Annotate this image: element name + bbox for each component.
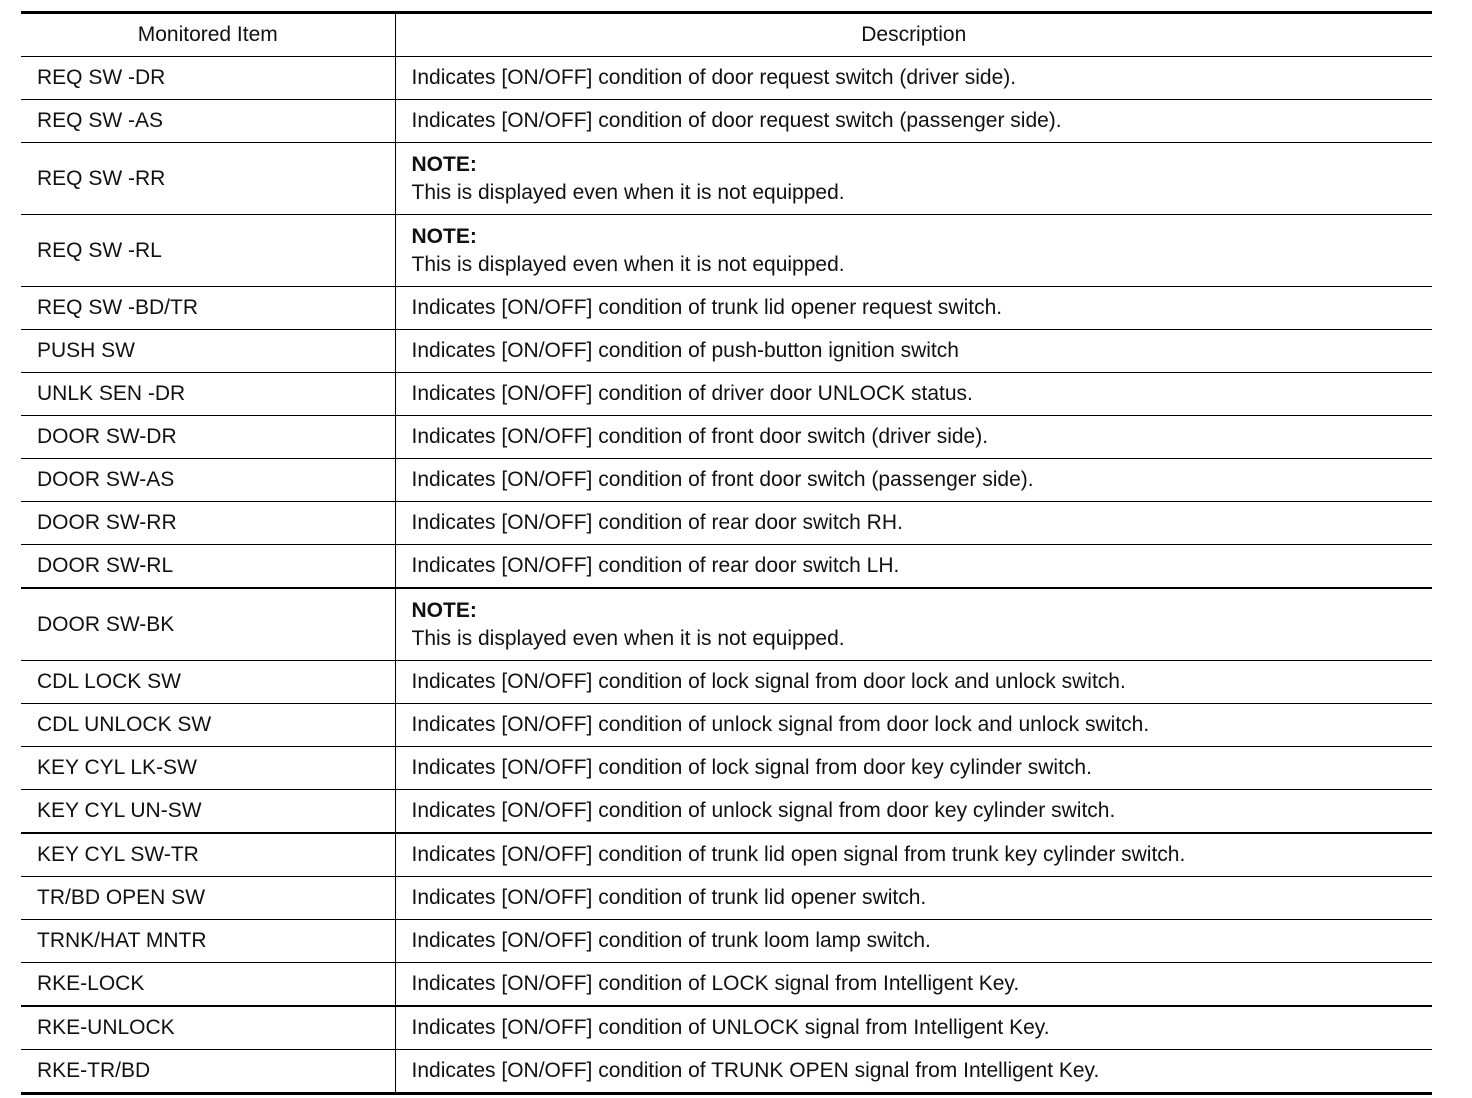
table-row xyxy=(21,790,1432,834)
table-row xyxy=(21,1050,1432,1094)
table-row xyxy=(21,661,1432,704)
table-row xyxy=(21,215,1432,287)
monitored-item-cell: REQ SW -AS xyxy=(21,100,395,143)
monitored-item-cell: KEY CYL UN-SW xyxy=(21,790,395,834)
description-cell: Indicates [ON/OFF] condition of front door switch (driver side). xyxy=(395,416,1432,459)
table-row xyxy=(21,833,1432,877)
monitored-item-cell: CDL UNLOCK SW xyxy=(21,704,395,747)
monitored-item-cell: REQ SW -RR xyxy=(21,143,395,215)
description-cell: Indicates [ON/OFF] condition of lock signal from door lock and unlock switch. xyxy=(395,661,1432,704)
table-row xyxy=(21,877,1432,920)
monitored-item-cell: CDL LOCK SW xyxy=(21,661,395,704)
monitored-item-cell: REQ SW -RL xyxy=(21,215,395,287)
monitored-item-cell: DOOR SW-BK xyxy=(21,588,395,661)
note-label: NOTE: xyxy=(411,598,477,622)
table-row xyxy=(21,287,1432,330)
monitored-item-cell: PUSH SW xyxy=(21,330,395,373)
table-row xyxy=(21,588,1432,661)
monitored-items-table xyxy=(21,11,1432,1095)
description-cell: Indicates [ON/OFF] condition of door request switch (driver side). xyxy=(395,57,1432,100)
description-cell: Indicates [ON/OFF] condition of UNLOCK signal from Intelligent Key. xyxy=(395,1006,1432,1050)
table-row xyxy=(21,373,1432,416)
description-cell: Indicates [ON/OFF] condition of front door switch (passenger side). xyxy=(395,459,1432,502)
note-text: This is displayed even when it is not equipped. xyxy=(411,180,845,204)
description-cell: Indicates [ON/OFF] condition of unlock signal from door lock and unlock switch. xyxy=(395,704,1432,747)
table-row xyxy=(21,545,1432,589)
description-cell xyxy=(395,215,1432,287)
header-monitored-item: Monitored Item xyxy=(21,13,395,57)
table-header-row xyxy=(21,13,1432,57)
monitored-item-cell: DOOR SW-AS xyxy=(21,459,395,502)
description-cell: Indicates [ON/OFF] condition of push-button ignition switch xyxy=(395,330,1432,373)
table-row xyxy=(21,920,1432,963)
description-cell: Indicates [ON/OFF] condition of lock signal from door key cylinder switch. xyxy=(395,747,1432,790)
table-row xyxy=(21,963,1432,1007)
monitored-item-cell: REQ SW -DR xyxy=(21,57,395,100)
table-row xyxy=(21,459,1432,502)
monitored-item-cell: RKE-UNLOCK xyxy=(21,1006,395,1050)
monitored-item-cell: RKE-LOCK xyxy=(21,963,395,1007)
table-row xyxy=(21,1006,1432,1050)
description-cell: Indicates [ON/OFF] condition of trunk lid opener switch. xyxy=(395,877,1432,920)
description-cell xyxy=(395,143,1432,215)
table-row xyxy=(21,100,1432,143)
table-row xyxy=(21,330,1432,373)
description-cell: Indicates [ON/OFF] condition of trunk loom lamp switch. xyxy=(395,920,1432,963)
description-cell: Indicates [ON/OFF] condition of driver door UNLOCK status. xyxy=(395,373,1432,416)
monitored-item-cell: TR/BD OPEN SW xyxy=(21,877,395,920)
table-row xyxy=(21,747,1432,790)
monitored-item-cell: UNLK SEN -DR xyxy=(21,373,395,416)
monitored-item-cell: DOOR SW-DR xyxy=(21,416,395,459)
note-label: NOTE: xyxy=(411,152,477,176)
table-row xyxy=(21,57,1432,100)
description-cell: Indicates [ON/OFF] condition of trunk lid opener request switch. xyxy=(395,287,1432,330)
monitored-item-cell: REQ SW -BD/TR xyxy=(21,287,395,330)
description-cell: Indicates [ON/OFF] condition of rear door switch RH. xyxy=(395,502,1432,545)
monitored-item-cell: TRNK/HAT MNTR xyxy=(21,920,395,963)
description-cell: Indicates [ON/OFF] condition of door request switch (passenger side). xyxy=(395,100,1432,143)
note-text: This is displayed even when it is not equipped. xyxy=(411,626,845,650)
description-cell: Indicates [ON/OFF] condition of unlock signal from door key cylinder switch. xyxy=(395,790,1432,834)
table-row xyxy=(21,416,1432,459)
description-cell: Indicates [ON/OFF] condition of TRUNK OPEN signal from Intelligent Key. xyxy=(395,1050,1432,1094)
monitored-item-cell: RKE-TR/BD xyxy=(21,1050,395,1094)
description-cell: Indicates [ON/OFF] condition of rear door switch LH. xyxy=(395,545,1432,589)
monitored-item-cell: DOOR SW-RL xyxy=(21,545,395,589)
header-description: Description xyxy=(395,13,1432,57)
monitored-item-cell: KEY CYL SW-TR xyxy=(21,833,395,877)
monitored-item-cell: KEY CYL LK-SW xyxy=(21,747,395,790)
note-label: NOTE: xyxy=(411,224,477,248)
description-cell: Indicates [ON/OFF] condition of trunk lid open signal from trunk key cylinder switch. xyxy=(395,833,1432,877)
description-cell xyxy=(395,588,1432,661)
table-row xyxy=(21,704,1432,747)
table-row xyxy=(21,502,1432,545)
table-row xyxy=(21,143,1432,215)
monitored-item-cell: DOOR SW-RR xyxy=(21,502,395,545)
description-cell: Indicates [ON/OFF] condition of LOCK signal from Intelligent Key. xyxy=(395,963,1432,1007)
note-text: This is displayed even when it is not equipped. xyxy=(411,252,845,276)
